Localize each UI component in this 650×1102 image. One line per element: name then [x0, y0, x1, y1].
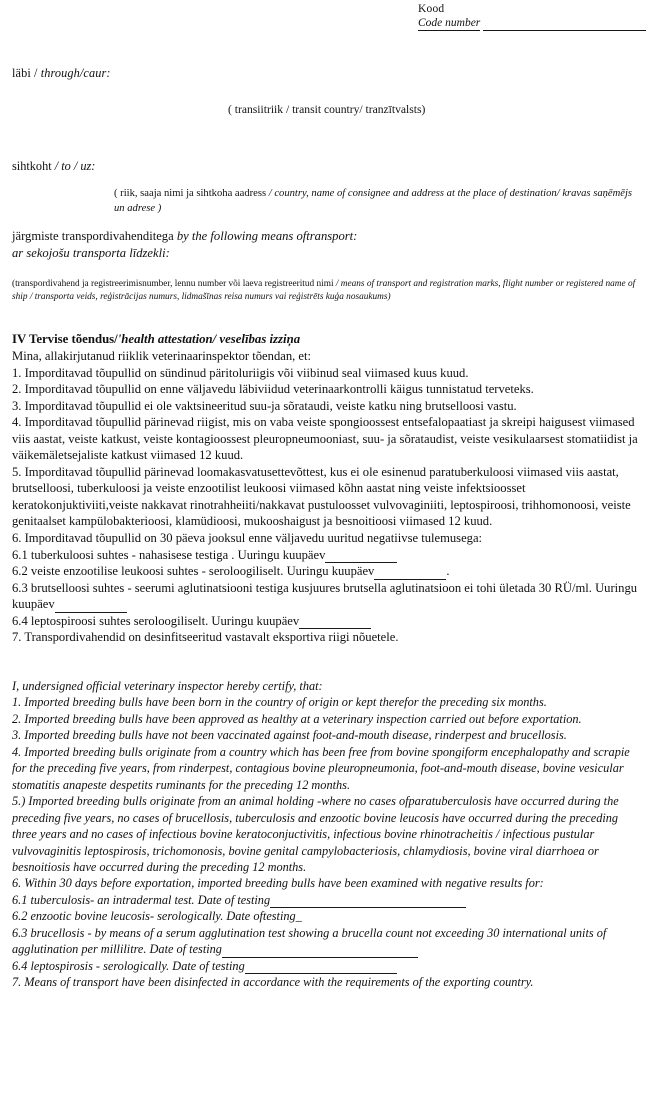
estonian-attestation-body: [12, 348, 638, 646]
destination-label-et: sihtkoht: [12, 159, 52, 173]
estonian-item: 1. Imporditavad tõupullid on sündinud päritoluriigis või viibinud seal viimased kuus kuud.: [12, 365, 469, 380]
english-sub-item-text: 6.3 brucellosis - by means of a serum agglutination test showing a brucella count not exceeding 30 international units of agglutination per millilitre. Date of testing: [12, 925, 607, 957]
english-item: 6. Within 30 days before exportation, imported breeding bulls have been examined with negative results for:: [12, 876, 544, 891]
test-date-field[interactable]: [55, 601, 127, 612]
destination-note-et: ( riik, saaja nimi ja sihtkoha aadress: [114, 188, 269, 199]
destination-label-translated: / to / uz:: [51, 159, 96, 173]
destination-note-en: / country, name of consignee and address at the place of destination/: [268, 188, 560, 199]
test-date-field[interactable]: [325, 552, 397, 563]
english-attestation-body: [12, 678, 642, 991]
code-number-label: Code number: [418, 17, 481, 29]
date-of-testing-field[interactable]: [245, 963, 397, 974]
transport-note-en: / means of transport and registration marks, flight number or registered name of ship / transporta veids, reģistrācijas numurs, lidmašīnas reisa numurs vai reģistrēts kuģa nosaukums): [12, 279, 636, 302]
code-number-input-rule[interactable]: [483, 18, 646, 31]
transport-note-et: (transpordivahend ja registreerimisnumber, lennu number või laeva registreeritud nimi: [12, 279, 336, 289]
through-label-et: läbi: [12, 66, 31, 80]
estonian-sub-item-suffix: .: [446, 564, 450, 579]
destination-note-lv: kravas saņēmējs un adrese ): [114, 188, 633, 214]
estonian-item: 5. Imporditavad tõupullid pärinevad loomakasvatusettevõttest, kus ei ole esinenud paratuberkuloosi viimased viis aastat, brutselloosi, tuberkuloosi ja veiste enzootilist leukoosi viimased kõhn aastat ning veiste infektsioosset keratokonjuktiviiti,veiste nakkavat rinotrahheiiti/nakkavat pustuloosset vulvovaginiiti, leptospiroosi, trihhomonoosi, veiste genitaalset kampülobakterioosi, klamüdioosi, mukooshaigust ja besnoitioosi viimased 12 kuud.: [12, 464, 631, 529]
test-date-field[interactable]: [374, 568, 446, 579]
test-date-field[interactable]: [299, 618, 371, 629]
transport-registration-note: [12, 278, 642, 303]
estonian-sub-item: [12, 563, 638, 580]
transport-heading-en: by the following means oftransport:: [176, 229, 358, 243]
english-item: 1. Imported breeding bulls have been born in the country of origin or kept therefor the preceding six months.: [12, 695, 547, 710]
through-line: [12, 66, 111, 81]
estonian-sub-item: [12, 613, 638, 630]
estonian-intro: Mina, allakirjutanud riiklik veterinaarinspektor tõendan, et:: [12, 349, 312, 363]
english-intro: I, undersigned official veterinary inspector hereby certify, that:: [12, 679, 323, 693]
through-separator: /: [30, 66, 41, 80]
estonian-sub-item: [12, 547, 638, 564]
transport-heading-lv: ar sekojošu transporta līdzekli:: [12, 245, 170, 260]
through-label-translated: through/caur:: [40, 66, 111, 80]
english-sub-item: [12, 925, 642, 958]
english-sub-item-text: 6.4 leptospirosis - serologically. Date of testing: [12, 958, 245, 973]
destination-note: [114, 186, 644, 216]
estonian-sub-item: [12, 580, 638, 613]
estonian-sub-item-text: 6.2 veiste enzootilise leukoosi suhtes - seroloogiliselt. Uuringu kuupäev: [12, 564, 375, 579]
english-item: 3. Imported breeding bulls have not been vaccinated against foot-and-mouth disease, rinderpest and brucellosis.: [12, 728, 567, 743]
english-item: 2. Imported breeding bulls have been approved as healthy at a veterinary inspection carried out before exportation.: [12, 711, 582, 726]
estonian-item: 2. Imporditavad tõupullid on enne väljavedu läbiviidud veterinaarkontrolli käigus tunnistatud terveteks.: [12, 382, 534, 397]
english-item: 4. Imported breeding bulls originate from a country which has been free from bovine spongiform encephalopathy and scrapie for the preceding five years, from rinderpest, contagious bovine pleuropneumonia, foot-and-mouth disease, bovine vesicular stomatitis anapeste despetits ruminants for the preceding 12 months.: [12, 744, 630, 792]
date-of-testing-field[interactable]: [222, 947, 418, 958]
estonian-item: 4. Imporditavad tõupullid pärinevad riigist, mis on vaba veiste spongioossest entsefalopaatiast ja skreipi haigusest viimased viis aastat, veiste katkust, veiste kontagioossest pleuropneumooniast, suu- ja sõrataudist, veiste vesikulaarsest stomatiidist ja väikemäletsejaliste katkust viimased 12 kuud.: [12, 415, 638, 463]
transit-country-note: [228, 103, 425, 116]
kood-label: Kood: [418, 3, 445, 15]
transport-heading-et: järgmiste transpordivahenditega: [12, 229, 177, 243]
transit-country-note-text: ( transiitriik / transit country/ tranzītvalsts): [228, 103, 426, 116]
estonian-sub-item-text: 6.4 leptospiroosi suhtes seroloogiliselt. Uuringu kuupäev: [12, 613, 300, 628]
estonian-sub-item-text: 6.1 tuberkuloosi suhtes - nahasisese testiga . Uuringu kuupäev: [12, 547, 326, 562]
english-item: 5.) Imported breeding bulls originate from an animal holding -where no cases ofparatuberculosis have occurred during the preceding five years, no cases of brucellosis, tuberculosis and enzootic bovine leucosis have occurred during the preceding three years and no cases of infectious bovine keratoconjuctivitis, infectious bovine rhinotracheitis / infectious pustular vulvovaginitis leptospirosis, trichomonosis, bovine genital campylobacteriosis, chlamydiosis, bovine viral diarrhoea or besnoitiosis have occurred during the preceding 12 months.: [12, 794, 619, 874]
section-iv-title-translated: 'health attestation/ veselības izziņa: [117, 332, 301, 346]
estonian-sub-item-text: 6.3 brutselloosi suhtes - seerumi aglutinatsiooni testiga kusjuures brutsella aglutinatsioon ei tohi ületada 30 RÜ/ml. Uuringu kuupäev: [12, 580, 638, 612]
english-sub-item-text: 6.2 enzootic bovine leucosis- serologically. Date oftesting_: [12, 909, 302, 924]
english-final-item: 7. Means of transport have been disinfected in accordance with the requirements of the exporting country.: [12, 975, 534, 990]
section-iv-title-et: IV Tervise tõendus/: [12, 332, 118, 346]
estonian-item: 3. Imporditavad tõupullid ei ole vaktsineeritud suu-ja sõrataudi, veiste katku ning brutselloosi vastu.: [12, 398, 517, 413]
english-sub-item: [12, 958, 642, 974]
code-number-block: [418, 2, 646, 31]
section-iv-heading: [12, 331, 300, 347]
english-sub-item: [12, 908, 642, 924]
english-sub-item: [12, 892, 642, 908]
transport-heading: [12, 228, 632, 261]
date-of-testing-field[interactable]: [270, 897, 466, 908]
destination-line: [12, 159, 95, 174]
english-sub-item-text: 6.1 tuberculosis- an intradermal test. Date of testing: [12, 892, 271, 907]
estonian-item: 6. Imporditavad tõupullid on 30 päeva jooksul enne väljavedu uuritud negatiivse tulemusega:: [12, 531, 483, 546]
estonian-final-item: 7. Transpordivahendid on desinfitseeritud vastavalt eksportiva riigi nõuetele.: [12, 630, 399, 645]
